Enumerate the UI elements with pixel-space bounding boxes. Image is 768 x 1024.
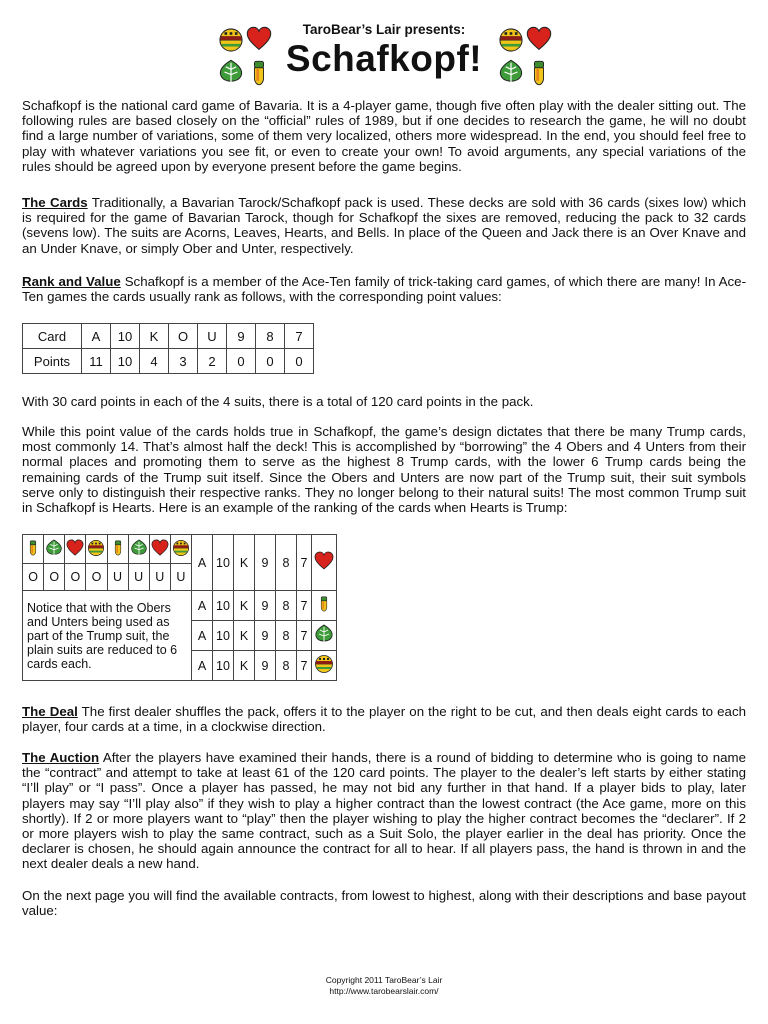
page-title: Schafkopf! [285, 38, 483, 79]
rank-cell: 7 [297, 651, 312, 681]
unter-letter: U [107, 564, 128, 591]
rank-cell: 7 [297, 591, 312, 621]
rank-cell: 9 [255, 591, 276, 621]
unter-letter: U [170, 564, 191, 591]
ober-letter: O [86, 564, 107, 591]
deal-heading: The Deal [22, 704, 78, 719]
deal-text: The first dealer shuffles the pack, offers it to the player on the right to be cut, and then deals eight cards to each player, four cards at a time, in a clockwise direction. [22, 704, 746, 735]
card-cell: 8 [256, 324, 285, 349]
card-row-label: Card [23, 324, 82, 349]
rank-cell: 9 [255, 651, 276, 681]
rank-cell: 10 [213, 651, 234, 681]
rank-cell: K [234, 535, 255, 591]
rank-cell: 9 [255, 621, 276, 651]
points-cell: 3 [169, 349, 198, 374]
table-row [23, 591, 337, 621]
leaf-icon [47, 539, 62, 555]
leaf-icon [500, 60, 521, 83]
rank-cell: K [234, 651, 255, 681]
unter-letter: U [149, 564, 170, 591]
acorn-icon [30, 540, 36, 554]
rank-value-table [22, 323, 314, 374]
leaf-icon [316, 625, 332, 643]
rank-cell: A [192, 591, 213, 621]
right-suit-emblem [496, 20, 556, 90]
heart-icon [152, 539, 168, 554]
rank-text: Schafkopf is a member of the Ace-Ten family of trick-taking card games, of which there are many! In Ace-Ten games the cards usually rank as follows, with the corresponding point values: [22, 274, 746, 305]
page-header [22, 12, 746, 92]
card-cell: 9 [227, 324, 256, 349]
document-page [22, 12, 746, 919]
intro-paragraph: Schafkopf is the national card game of Bavaria. It is a 4-player game, though five often play with the dealer sitting out. The following rules are based closely on the “official” rules of 1989, but if one decides to research the game, he will no doubt find a large number of variations, some of them very localized, others more widespread. In the end, you should feel free to play with whatever variations you see fit, or even to create your own! To avoid arguments, any special variations of the rules should be agreed upon by everyone present before the game begins. [22, 98, 746, 174]
points-cell: 0 [256, 349, 285, 374]
rank-heading: Rank and Value [22, 274, 121, 289]
footer-url-link[interactable]: http://www.tarobearslair.com/ [329, 986, 439, 996]
points-cell: 0 [285, 349, 314, 374]
card-cell: 10 [111, 324, 140, 349]
trump-ranking-table [22, 534, 337, 681]
heart-icon [527, 27, 550, 49]
acorn-icon [321, 597, 327, 611]
points-cell: 0 [227, 349, 256, 374]
rank-cell: 8 [276, 621, 297, 651]
bell-icon [316, 656, 333, 673]
cards-section [22, 195, 746, 256]
card-cell: 7 [285, 324, 314, 349]
rank-cell: A [192, 535, 213, 591]
points-row-label: Points [23, 349, 82, 374]
rank-cell: 7 [297, 535, 312, 591]
card-cell: K [140, 324, 169, 349]
total-points-paragraph: With 30 card points in each of the 4 suits, there is a total of 120 card points in the pack. [22, 394, 534, 409]
ober-letter: O [23, 564, 44, 591]
page-footer [0, 975, 768, 997]
deal-section [22, 704, 746, 734]
rank-cell: A [192, 621, 213, 651]
rank-cell: 8 [276, 535, 297, 591]
table-row [23, 535, 337, 564]
next-page-paragraph: On the next page you will find the available contracts, from lowest to highest, along with their descriptions and base payout value: [22, 888, 746, 919]
rank-cell: K [234, 591, 255, 621]
bell-icon [500, 29, 522, 51]
table-row [23, 324, 314, 349]
acorn-icon [534, 61, 543, 84]
rank-cell: 10 [213, 591, 234, 621]
cards-heading: The Cards [22, 195, 88, 210]
ober-letter: O [44, 564, 65, 591]
heart-icon [67, 539, 83, 554]
rank-cell: 10 [213, 621, 234, 651]
unter-letter: U [128, 564, 149, 591]
cards-text: Traditionally, a Bavarian Tarock/Schafkopf pack is used. These decks are sold with 36 cards (sixes low) which is required for the game of Bavarian Tarock, though for Schafkopf the sixes are removed, reducing the pack to 32 cards (sevens low). The suits are Acorns, Leaves, Hearts, and Bells. In place of the Queen and Jack there is an Over Knave and an Under Knave, or simply Ober and Unter, respectively. [22, 195, 746, 256]
points-cell: 10 [111, 349, 140, 374]
rank-section [22, 274, 746, 304]
auction-section [22, 750, 746, 872]
bell-icon [173, 540, 188, 555]
rank-cell: 7 [297, 621, 312, 651]
bell-icon [89, 540, 104, 555]
card-cell: U [198, 324, 227, 349]
trump-note: Notice that with the Obers and Unters being used as part of the Trump suit, the plain suits are reduced to 6 cards each. [23, 591, 192, 681]
leaf-icon [131, 539, 146, 555]
rank-cell: 9 [255, 535, 276, 591]
card-cell: A [82, 324, 111, 349]
copyright-text: Copyright 2011 TaroBear’s Lair [325, 975, 443, 985]
ober-letter: O [65, 564, 86, 591]
points-cell: 11 [82, 349, 111, 374]
trump-paragraph: While this point value of the cards holds true in Schafkopf, the game’s design dictates that there be many Trump cards, most commonly 14. That’s almost half the deck! This is accomplished by “borrowing” the 4 Obers and 4 Unters from their normal places and promoting them to serve as the highest 8 Trump cards, with the lower 6 Trump cards being the remaining cards of the Trump suit itself. Since the Obers and Unters are now part of the Trump suit, their suit symbols serve only to distinguish their respective ranks. They no longer belong to their natural suits! The most common Trump suit in Schafkopf is Hearts. Here is an example of the ranking of the cards when Hearts is Trump: [22, 424, 746, 516]
points-cell: 2 [198, 349, 227, 374]
presents-line: TaroBear’s Lair presents: [302, 22, 466, 37]
heart-icon [315, 552, 333, 569]
rank-cell: 8 [276, 651, 297, 681]
rank-cell: K [234, 621, 255, 651]
card-cell: O [169, 324, 198, 349]
points-cell: 4 [140, 349, 169, 374]
rank-cell: 10 [213, 535, 234, 591]
rank-cell: A [192, 651, 213, 681]
auction-heading: The Auction [22, 750, 100, 765]
auction-text: After the players have examined their hands, there is a round of bidding to determine who is going to name the “contract” and attempt to take at least 61 of the 120 card points. The player to the dealer’s left starts by either stating “I’ll play” or “I pass”. Once a player has passed, he may not bid any further in that hand. If a player bids to play, later players may say “I’ll play also” if they wish to play a higher contract than the lowest contract (the Ace game, more on this shortly). If 2 or more players want to “play” then the player wishing to play the higher contract becomes the “declarer”. If 2 or more players wish to play the same contract, such as a Suit Solo, the player earlier in the deal has priority. Once the declarer is chosen, he should again announce the contract for all to hear. If all players pass, the hand is thrown in and the next dealer deals a new hand. [22, 750, 746, 872]
rank-cell: 8 [276, 591, 297, 621]
acorn-icon [115, 540, 121, 554]
table-row [23, 349, 314, 374]
